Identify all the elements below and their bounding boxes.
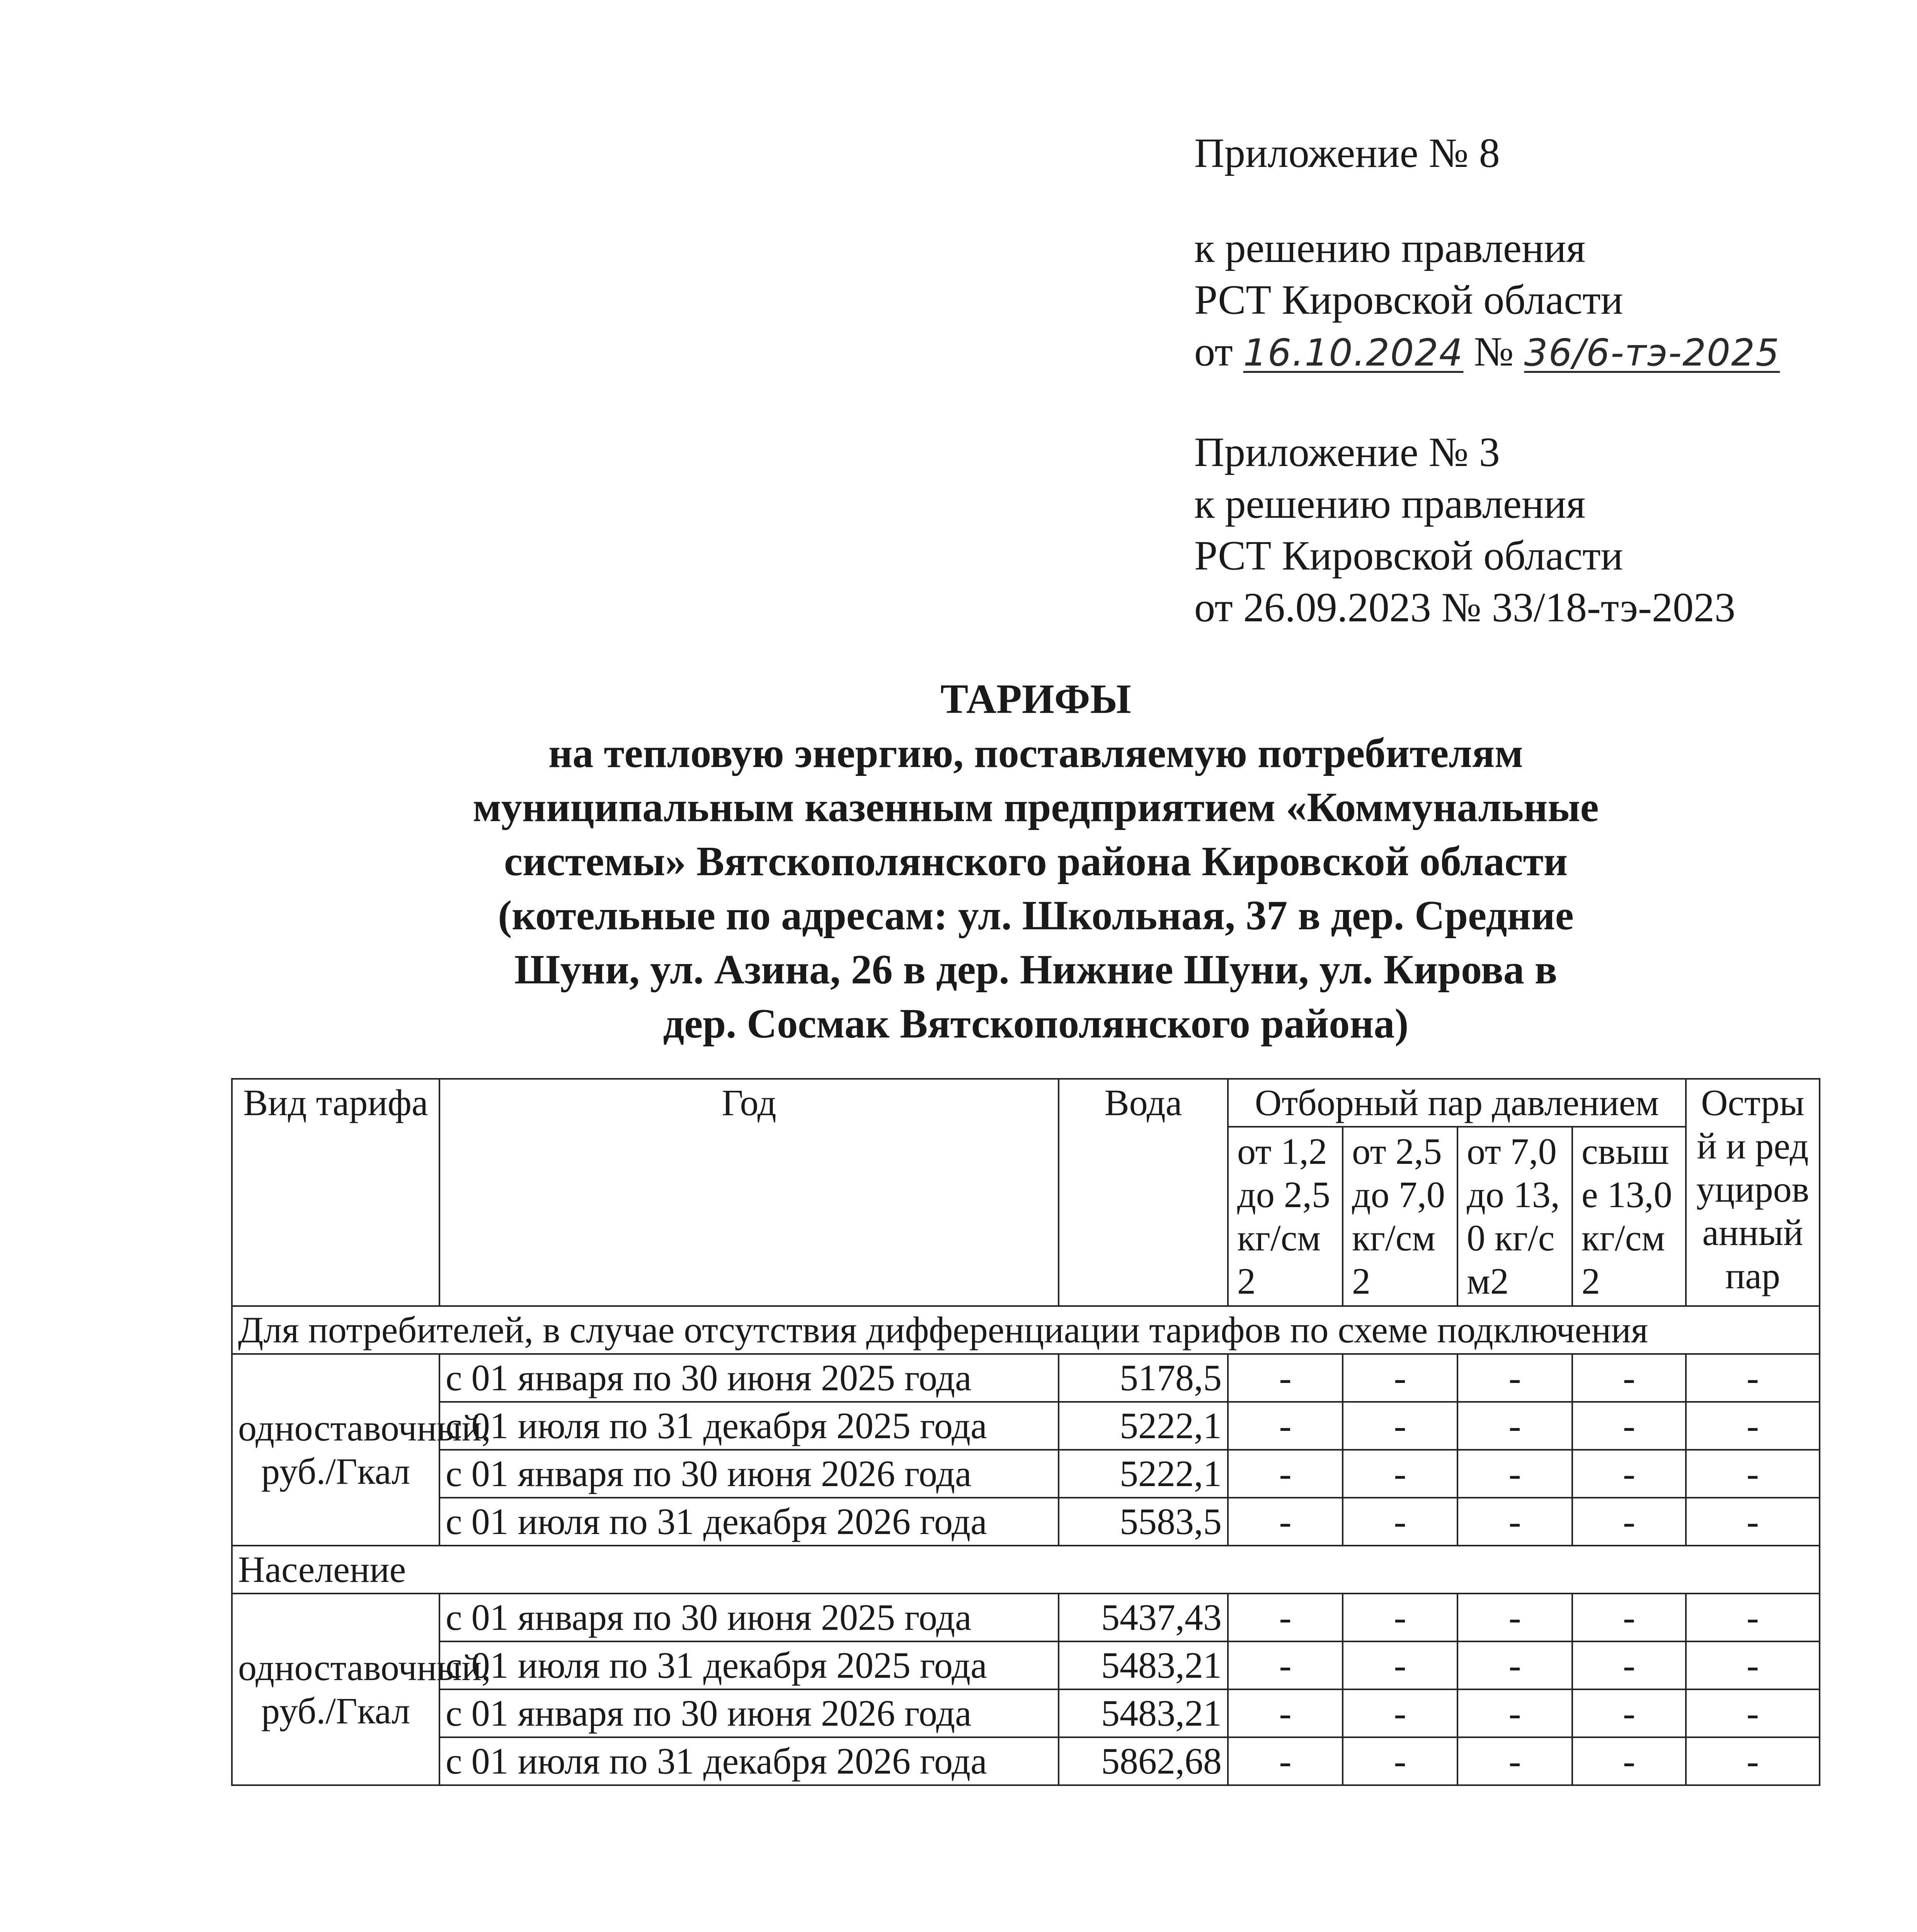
water-value: 5222,1: [1059, 1450, 1228, 1498]
dash-cell: -: [1228, 1498, 1343, 1546]
dash-cell: -: [1343, 1402, 1457, 1450]
handwritten-date: 16.10.2024: [1243, 331, 1464, 374]
header-year: Год: [439, 1079, 1059, 1306]
table-row: [232, 1641, 1820, 1689]
dash-cell: -: [1228, 1689, 1343, 1737]
dash-cell: -: [1343, 1354, 1457, 1402]
water-value: 5862,68: [1059, 1737, 1228, 1785]
section-row-population: [232, 1546, 1820, 1594]
tariff-type: одноставочный, руб./Гкал: [232, 1354, 439, 1546]
dash-cell: -: [1343, 1641, 1457, 1689]
dash-cell: -: [1343, 1594, 1457, 1641]
water-value: 5583,5: [1059, 1498, 1228, 1546]
period-cell: с 01 января по 30 июня 2026 года: [439, 1689, 1059, 1737]
title-line-4: (котельные по адресам: ул. Школьная, 37 в дер. Средние: [498, 893, 1574, 939]
dash-cell: -: [1228, 1450, 1343, 1498]
title-line-5: Шуни, ул. Азина, 26 в дер. Нижние Шуни, ул. Кирова в: [514, 947, 1558, 993]
appendix-8-label: [1194, 128, 1500, 179]
water-value: 5222,1: [1059, 1402, 1228, 1450]
dash-cell: -: [1686, 1689, 1820, 1737]
title-main: ТАРИФЫ: [940, 676, 1131, 722]
dash-cell: -: [1686, 1402, 1820, 1450]
header-row-1: [232, 1079, 1820, 1127]
appendix-3-line2: РСТ Кировской области: [1194, 533, 1623, 579]
dash-cell: -: [1457, 1737, 1572, 1785]
water-value: 5483,21: [1059, 1641, 1228, 1689]
appendix-3-line1: к решению правления: [1194, 481, 1586, 527]
dash-cell: -: [1228, 1641, 1343, 1689]
appendix-3-line3: от 26.09.2023 № 33/18-тэ-2023: [1194, 585, 1735, 631]
table-row: [232, 1498, 1820, 1546]
header-pressure-4: свыше 13,0 кг/см2: [1572, 1127, 1686, 1306]
appendix-3-title: Приложение № 3: [1194, 429, 1500, 475]
dash-cell: -: [1572, 1737, 1686, 1785]
period-cell: с 01 января по 30 июня 2025 года: [439, 1594, 1059, 1641]
water-value: 5178,5: [1059, 1354, 1228, 1402]
table-row: [232, 1402, 1820, 1450]
dash-cell: -: [1686, 1498, 1820, 1546]
handwritten-number: 36/6-тэ-2025: [1524, 331, 1780, 374]
dash-cell: -: [1686, 1641, 1820, 1689]
table-row: [232, 1594, 1820, 1641]
section-row-consumers: [232, 1306, 1820, 1354]
table-row: [232, 1737, 1820, 1785]
period-cell: с 01 января по 30 июня 2025 года: [439, 1354, 1059, 1402]
title-line-2: муниципальным казенным предприятием «Коммунальные: [473, 784, 1599, 830]
header-pressure-1: от 1,2 до 2,5 кг/см2: [1228, 1127, 1343, 1306]
dash-cell: -: [1457, 1641, 1572, 1689]
dash-cell: -: [1228, 1354, 1343, 1402]
dash-cell: -: [1343, 1498, 1457, 1546]
dash-cell: -: [1572, 1450, 1686, 1498]
dash-cell: -: [1457, 1402, 1572, 1450]
dash-cell: -: [1343, 1689, 1457, 1737]
dash-cell: -: [1457, 1450, 1572, 1498]
dash-cell: -: [1228, 1402, 1343, 1450]
dash-cell: -: [1457, 1689, 1572, 1737]
appendix-8-decision: [1194, 223, 1780, 379]
table-row: [232, 1354, 1820, 1402]
dash-cell: -: [1686, 1737, 1820, 1785]
dash-cell: -: [1572, 1689, 1686, 1737]
dash-cell: -: [1572, 1498, 1686, 1546]
title-line-6: дер. Сосмак Вятскополянского района): [663, 1001, 1409, 1047]
dash-cell: -: [1457, 1354, 1572, 1402]
section-title: Население: [232, 1546, 1820, 1594]
table-row: [232, 1689, 1820, 1737]
period-cell: с 01 июля по 31 декабря 2026 года: [439, 1498, 1059, 1546]
document-title: [348, 672, 1724, 1051]
header-water: Вода: [1059, 1079, 1228, 1306]
water-value: 5437,43: [1059, 1594, 1228, 1641]
appendix-8-title: Приложение № 8: [1194, 130, 1500, 176]
appendix-3-block: [1194, 427, 1735, 634]
header-pressure-2: от 2,5 до 7,0 кг/см2: [1343, 1127, 1457, 1306]
dash-cell: -: [1572, 1402, 1686, 1450]
period-cell: с 01 июля по 31 декабря 2025 года: [439, 1641, 1059, 1689]
header-steam: Отборный пар давлением: [1228, 1079, 1686, 1127]
period-cell: с 01 января по 30 июня 2026 года: [439, 1450, 1059, 1498]
dash-cell: -: [1572, 1641, 1686, 1689]
title-line-3: системы» Вятскополянского района Кировской области: [504, 838, 1568, 884]
appendix-8-date-line: [1194, 326, 1780, 379]
dash-cell: -: [1686, 1450, 1820, 1498]
appendix-8-line1: к решению правления: [1194, 225, 1586, 271]
dash-cell: -: [1457, 1498, 1572, 1546]
tariff-table: [231, 1078, 1820, 1786]
dash-cell: -: [1343, 1737, 1457, 1785]
dash-cell: -: [1686, 1354, 1820, 1402]
table-row: [232, 1450, 1820, 1498]
water-value: 5483,21: [1059, 1689, 1228, 1737]
dash-cell: -: [1572, 1594, 1686, 1641]
dash-cell: -: [1228, 1737, 1343, 1785]
number-prefix: №: [1474, 329, 1514, 375]
title-line-1: на тепловую энергию, поставляемую потребителям: [548, 730, 1523, 776]
appendix-8-line2: РСТ Кировской области: [1194, 277, 1623, 323]
section-title: Для потребителей, в случае отсутствия дифференциации тарифов по схеме подключения: [232, 1306, 1820, 1354]
tariff-type: одноставочный, руб./Гкал: [232, 1594, 439, 1785]
dash-cell: -: [1343, 1450, 1457, 1498]
period-cell: с 01 июля по 31 декабря 2025 года: [439, 1402, 1059, 1450]
header-type: Вид тарифа: [232, 1079, 439, 1306]
date-prefix: от: [1194, 329, 1233, 375]
period-cell: с 01 июля по 31 декабря 2026 года: [439, 1737, 1059, 1785]
header-pressure-3: от 7,0 до 13,0 кг/см2: [1457, 1127, 1572, 1306]
dash-cell: -: [1457, 1594, 1572, 1641]
dash-cell: -: [1228, 1594, 1343, 1641]
header-sharp-steam: Острый и редуцированный пар: [1686, 1079, 1820, 1306]
dash-cell: -: [1686, 1594, 1820, 1641]
dash-cell: -: [1572, 1354, 1686, 1402]
